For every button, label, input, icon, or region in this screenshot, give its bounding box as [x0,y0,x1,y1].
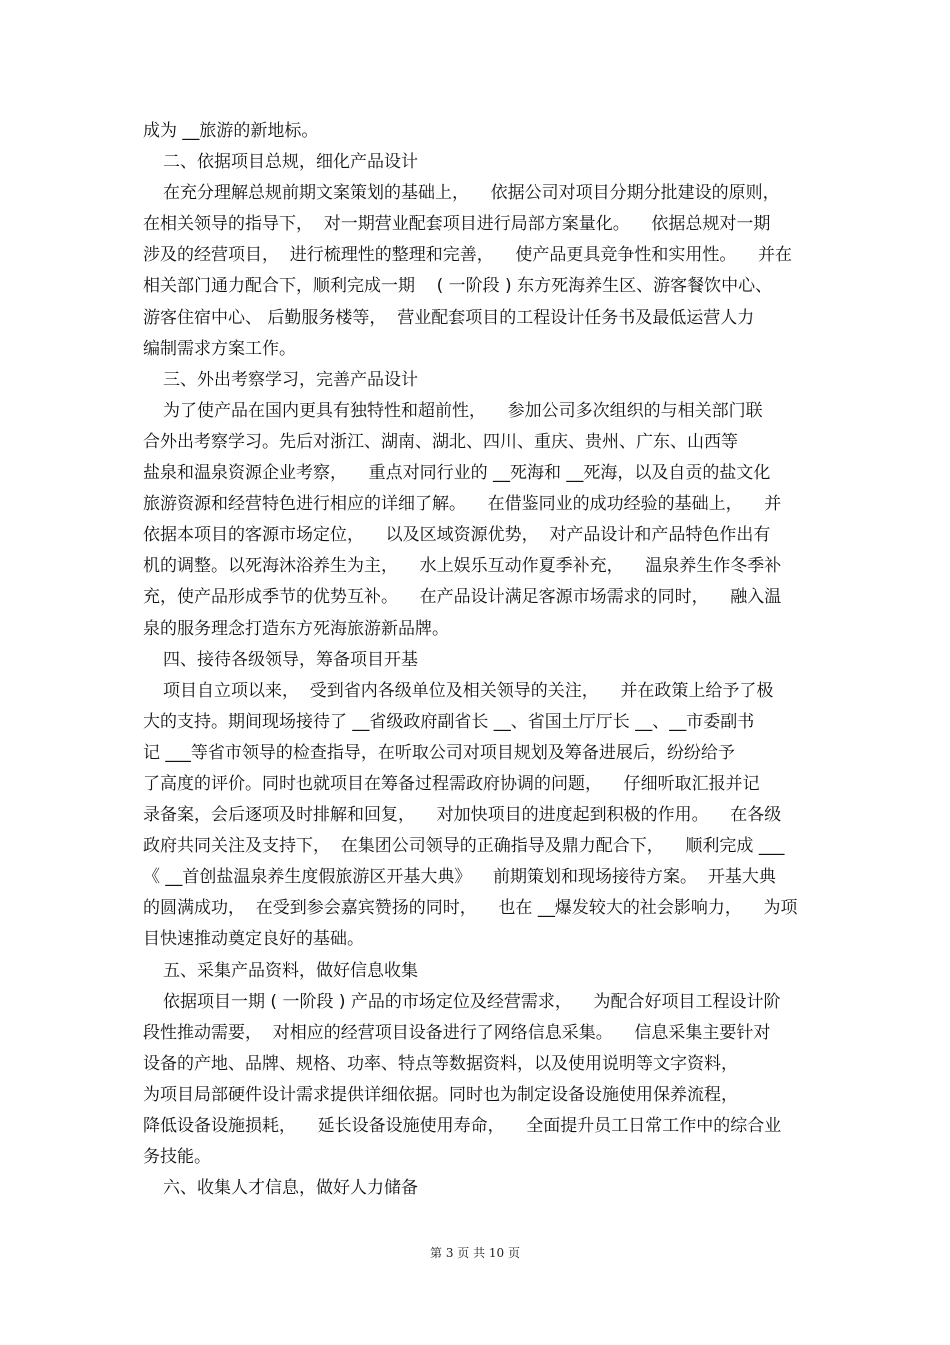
text-line: 《 __首创盐温泉养生度假旅游区开基大典》 前期策划和现场接待方案。 开基大典 [143,867,776,888]
text-line: 成为 __旅游的新地标。 [143,121,319,141]
text-line: 编制需求方案工作。 [143,338,296,359]
text-line: 涉及的经营项目， 进行梳理性的整理和完善， 使产品更具竞争性和实用性。 并在 [143,245,793,266]
text-line: 机的调整。以死海沐浴养生为主， 水上娱乐互动作夏季补充， 温泉养生作冬季补 [143,556,782,577]
text-line: 为项目局部硬件设计需求提供详细依据。同时也为制定设备设施使用保养流程， [143,1084,738,1105]
text-line: 在充分理解总规前期文案策划的基础上， 依据公司对项目分期分批建设的原则， [163,183,780,204]
page-footer: 第 3 页 共 10 页 [430,1246,520,1260]
text-line: 依据本项目的客源市场定位， 以及区域资源优势， 对产品设计和产品特色作出有 [143,525,771,546]
text-line: 泉的服务理念打造东方死海旅游新品牌。 [143,618,449,639]
text-line: 项目自立项以来， 受到省内各级单位及相关领导的关注， 并在政策上给予了极 [163,680,774,701]
text-line: 为了使产品在国内更具有独特性和超前性， 参加公司多次组织的与相关部门联 [163,400,763,421]
text-line: 记 ___等省市领导的检查指导，在听取公司对项目规划及筹备进展后，纷纷给予 [143,742,735,763]
text-line: 游客住宿中心、 后勤服务楼等， 营业配套项目的工程设计任务书及最低运营人力 [143,307,755,328]
text-line: 段性推动需要， 对相应的经营项目设备进行了网络信息采集。 信息采集主要针对 [143,1022,771,1043]
text-line: 目快速推动奠定良好的基础。 [143,929,364,950]
document-body [143,116,823,1204]
text-line: 旅游资源和经营特色进行相应的详细了解。 在借鉴同业的成功经验的基础上， 并 [143,494,782,515]
section-heading: 三、外出考察学习，完善产品设计 [163,369,418,390]
text-line: 设备的产地、品牌、规格、功率、特点等数据资料，以及使用说明等文字资料， [143,1053,738,1074]
section-heading: 二、依据项目总规，细化产品设计 [163,152,418,173]
text-line: 依据项目一期 ( 一阶段 ) 产品的市场定位及经营需求， 为配合好项目工程设计阶 [163,991,781,1012]
text-line: 降低设备设施损耗， 延长设备设施使用寿命， 全面提升员工日常工作中的综合业 [143,1116,782,1136]
text-line: 了高度的评价。同时也就项目在筹备过程需政府协调的问题， 仔细听取汇报并记 [143,773,760,794]
text-line: 在相关领导的指导下， 对一期营业配套项目进行局部方案量化。 依据总规对一期 [143,214,771,235]
text-line: 相关部门通力配合下，顺利完成一期 ( 一阶段 ) 东方死海养生区、游客餐饮中心、 [143,276,773,297]
text-line: 大的支持。期间现场接待了 __省级政府副省长 __、省国土厅厅长 __、__市委副书 [143,711,755,732]
text-line: 的圆满成功， 在受到参会嘉宾赞扬的同时， 也在 __爆发较大的社会影响力， 为项 [143,898,798,919]
text-line: 录备案，会后逐项及时排解和回复， 对加快项目的进度起到积极的作用。 在各级 [143,805,782,826]
text-line: 盐泉和温泉资源企业考察， 重点对同行业的 __死海和 __死海，以及自贡的盐文化 [143,463,771,484]
text-line: 政府共同关注及支持下， 在集团公司领导的正确指导及鼎力配合下， 顺利完成 ___ [143,836,785,857]
section-heading: 四、接待各级领导，筹备项目开基 [163,649,418,670]
text-line: 充，使产品形成季节的优势互补。 在产品设计满足客源市场需求的同时， 融入温 [143,587,782,608]
section-heading: 六、收集人才信息，做好人力储备 [163,1178,418,1199]
text-line: 务技能。 [143,1147,211,1168]
section-heading: 五、采集产品资料，做好信息收集 [163,960,418,981]
text-line: 合外出考察学习。先后对浙江、湖南、湖北、四川、重庆、贵州、广东、山西等 [143,431,738,452]
